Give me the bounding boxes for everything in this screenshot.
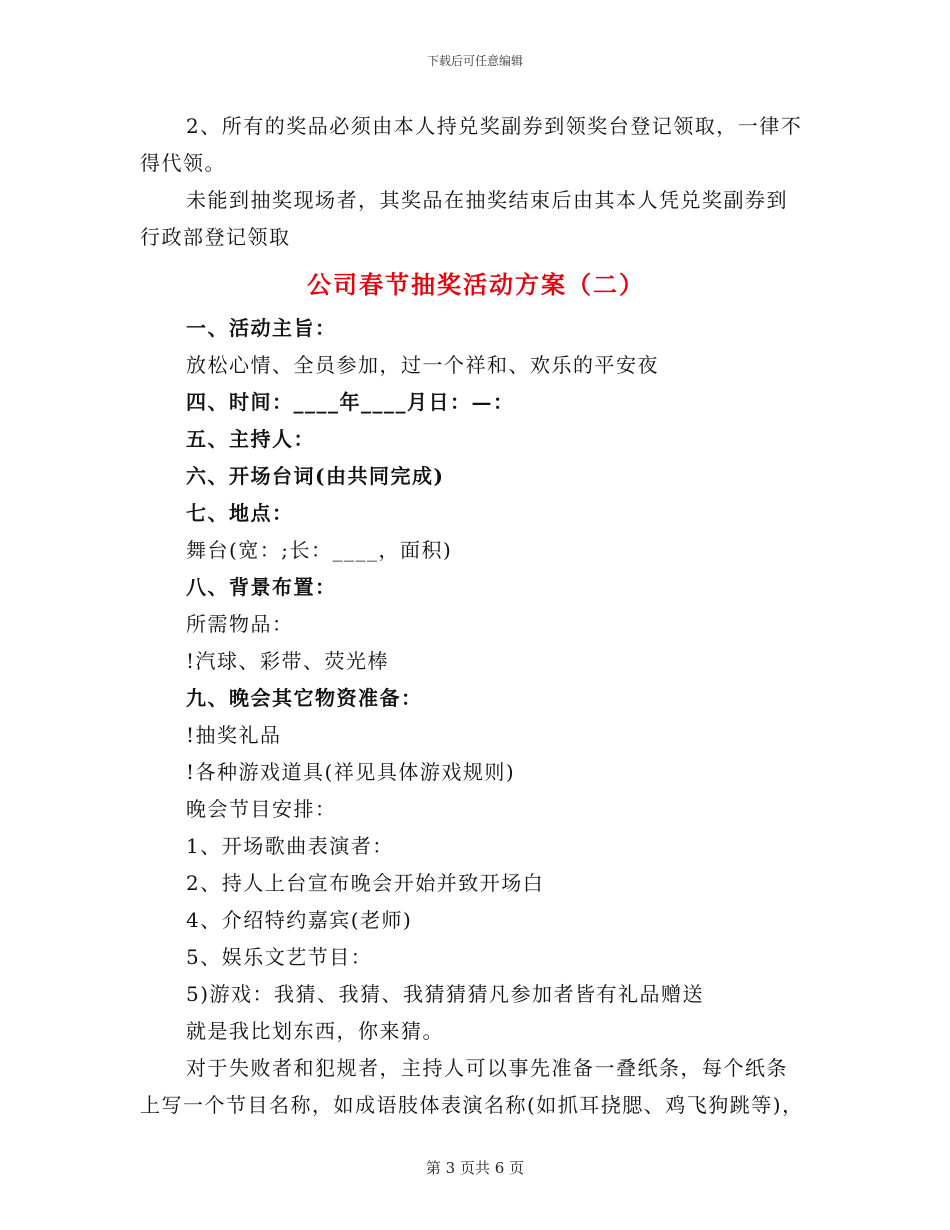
line-1: 放松心情、全员参加，过一个祥和、欢乐的平安夜 <box>186 353 659 377</box>
line-7: 八、背景布置： <box>186 575 337 599</box>
page-footer: 第 3 页共 6 页 <box>425 1159 525 1177</box>
paragraph-line: 得代领。 <box>140 151 226 175</box>
line-19: 就是我比划东西，你来猜。 <box>186 1019 444 1043</box>
paragraph-line: 行政部登记领取 <box>140 225 291 249</box>
paragraph-line: 对于失败者和犯规者，主持人可以事先准备一叠纸条，每个纸条 <box>186 1056 788 1080</box>
line-2: 四、时间：____年____月日：—： <box>186 390 515 414</box>
line-16: 4、介绍特约嘉宾(老师) <box>186 908 413 932</box>
page-header: 下载后可任意编辑 <box>426 54 523 68</box>
line-0: 一、活动主旨： <box>186 316 337 340</box>
line-10: 九、晚会其它物资准备： <box>186 686 423 710</box>
line-13: 晚会节目安排： <box>186 797 337 821</box>
document-body <box>140 108 812 1124</box>
line-5: 七、地点： <box>186 501 294 525</box>
line-3: 五、主持人： <box>186 427 315 451</box>
line-14: 1、开场歌曲表演者： <box>186 834 394 858</box>
paragraph-line: 上写一个节目名称，如成语肢体表演名称(如抓耳挠腮、鸡飞狗跳等)， <box>140 1093 804 1117</box>
section-title: 公司春节抽奖活动方案（二） <box>307 270 645 299</box>
line-9: !汽球、彩带、荧光棒 <box>186 649 390 673</box>
line-8: 所需物品： <box>186 612 294 636</box>
line-18: 5)游戏：我猜、我猜、我猜猜猜凡参加者皆有礼品赠送 <box>186 982 705 1006</box>
paragraph-line: 2、所有的奖品必须由本人持兑奖副券到领奖台登记领取，一律不 <box>186 114 803 138</box>
line-17: 5、娱乐文艺节目： <box>186 945 373 969</box>
line-4: 六、开场台词(由共同完成) <box>186 464 445 488</box>
line-6: 舞台(宽：;长：____，面积) <box>186 538 453 562</box>
line-11: !抽奖礼品 <box>186 723 282 747</box>
line-12: !各种游戏道具(祥见具体游戏规则) <box>186 760 516 784</box>
paragraph-line: 未能到抽奖现场者，其奖品在抽奖结束后由其本人凭兑奖副券到 <box>186 188 788 212</box>
line-15: 2、持人上台宣布晚会开始并致开场白 <box>186 871 545 895</box>
